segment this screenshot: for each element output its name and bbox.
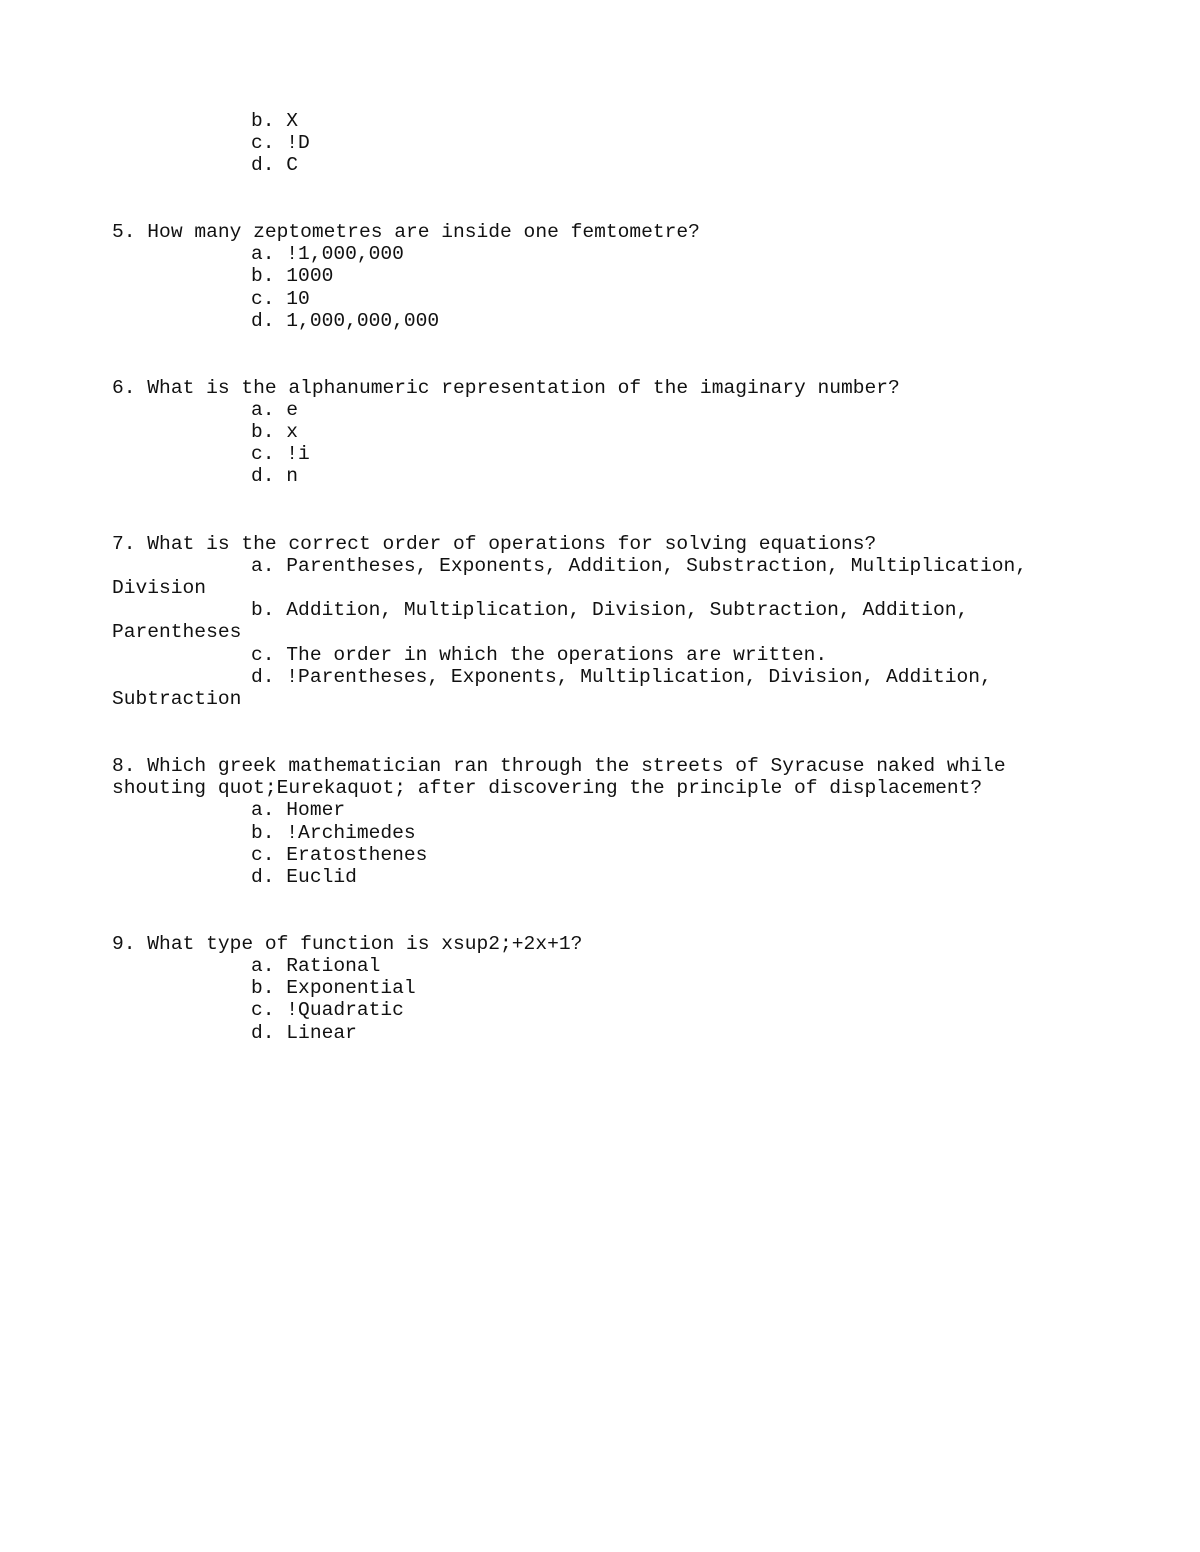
option-text: x	[286, 421, 299, 443]
option-text: !Parentheses, Exponents, Multiplication, Division, Addition,	[286, 666, 992, 688]
option-b	[251, 599, 968, 621]
option-b	[251, 265, 333, 287]
question-8-wrap: shouting quot;Eurekaquot; after discovering the principle of displacement?	[112, 777, 983, 799]
question-7	[112, 533, 876, 555]
question-number: 7.	[112, 533, 136, 555]
option-letter: b.	[251, 822, 275, 844]
question-number: 6.	[112, 377, 136, 399]
option-d	[251, 310, 439, 332]
question-number: 9.	[112, 933, 136, 955]
option-text: n	[286, 465, 299, 487]
option-letter: b.	[251, 265, 275, 287]
option-letter: b.	[251, 110, 275, 132]
option-letter: d.	[251, 154, 275, 176]
option-letter: a.	[251, 799, 275, 821]
option-c	[251, 844, 427, 866]
question-text: Which greek mathematician ran through the streets of Syracuse naked while	[147, 755, 1006, 777]
option-text: Parentheses, Exponents, Addition, Substraction, Multiplication,	[286, 555, 1028, 577]
question-text: How many zeptometres are inside one femtometre?	[147, 221, 700, 243]
option-b	[251, 110, 298, 132]
option-text: C	[286, 154, 299, 176]
option-c	[251, 644, 827, 666]
option-text: Addition, Multiplication, Division, Subtraction, Addition,	[286, 599, 969, 621]
option-text: Homer	[286, 799, 346, 821]
option-letter: b.	[251, 599, 275, 621]
option-b	[251, 421, 298, 443]
option-text: Linear	[286, 1022, 357, 1044]
option-letter: d.	[251, 310, 275, 332]
option-letter: c.	[251, 999, 275, 1021]
option-b-wrap: Parentheses	[112, 621, 242, 643]
option-c	[251, 443, 310, 465]
option-a	[251, 243, 404, 265]
option-d	[251, 1022, 357, 1044]
option-c	[251, 288, 310, 310]
option-text: Rational	[286, 955, 381, 977]
option-a	[251, 399, 298, 421]
option-letter: c.	[251, 132, 275, 154]
option-letter: a.	[251, 399, 275, 421]
option-letter: c.	[251, 443, 275, 465]
option-text: X	[286, 110, 299, 132]
option-letter: c.	[251, 644, 275, 666]
option-letter: a.	[251, 243, 275, 265]
question-number: 5.	[112, 221, 136, 243]
question-8	[112, 755, 1006, 777]
question-5	[112, 221, 700, 243]
option-text: Eratosthenes	[286, 844, 428, 866]
option-letter: c.	[251, 288, 275, 310]
option-text: The order in which the operations are written.	[286, 644, 828, 666]
option-b	[251, 977, 416, 999]
option-text: Euclid	[286, 866, 357, 888]
option-letter: c.	[251, 844, 275, 866]
option-letter: a.	[251, 955, 275, 977]
option-text: e	[286, 399, 299, 421]
option-text: 1000	[286, 265, 334, 287]
option-text: !D	[286, 132, 310, 154]
option-text: Exponential	[286, 977, 416, 999]
option-text: !Archimedes	[286, 822, 416, 844]
option-c	[251, 132, 310, 154]
option-letter: d.	[251, 1022, 275, 1044]
option-b	[251, 822, 416, 844]
option-text: 1,000,000,000	[286, 310, 440, 332]
option-letter: b.	[251, 421, 275, 443]
option-a	[251, 555, 1027, 577]
option-text: !1,000,000	[286, 243, 404, 265]
option-letter: b.	[251, 977, 275, 999]
option-text: 10	[286, 288, 310, 310]
option-letter: a.	[251, 555, 275, 577]
question-9	[112, 933, 582, 955]
question-text: What is the alphanumeric representation of the imaginary number?	[147, 377, 900, 399]
option-text: !i	[286, 443, 310, 465]
option-letter: d.	[251, 666, 275, 688]
question-number: 8.	[112, 755, 136, 777]
option-a	[251, 955, 380, 977]
option-c	[251, 999, 404, 1021]
option-d	[251, 154, 298, 176]
option-d	[251, 465, 298, 487]
question-text: What type of function is xsup2;+2x+1?	[147, 933, 583, 955]
question-text: What is the correct order of operations for solving equations?	[147, 533, 877, 555]
option-a-wrap: Division	[112, 577, 207, 599]
option-letter: d.	[251, 465, 275, 487]
option-d	[251, 866, 357, 888]
option-d-wrap: Subtraction	[112, 688, 242, 710]
option-text: !Quadratic	[286, 999, 404, 1021]
option-a	[251, 799, 345, 821]
option-letter: d.	[251, 866, 275, 888]
question-6	[112, 377, 900, 399]
option-d	[251, 666, 992, 688]
